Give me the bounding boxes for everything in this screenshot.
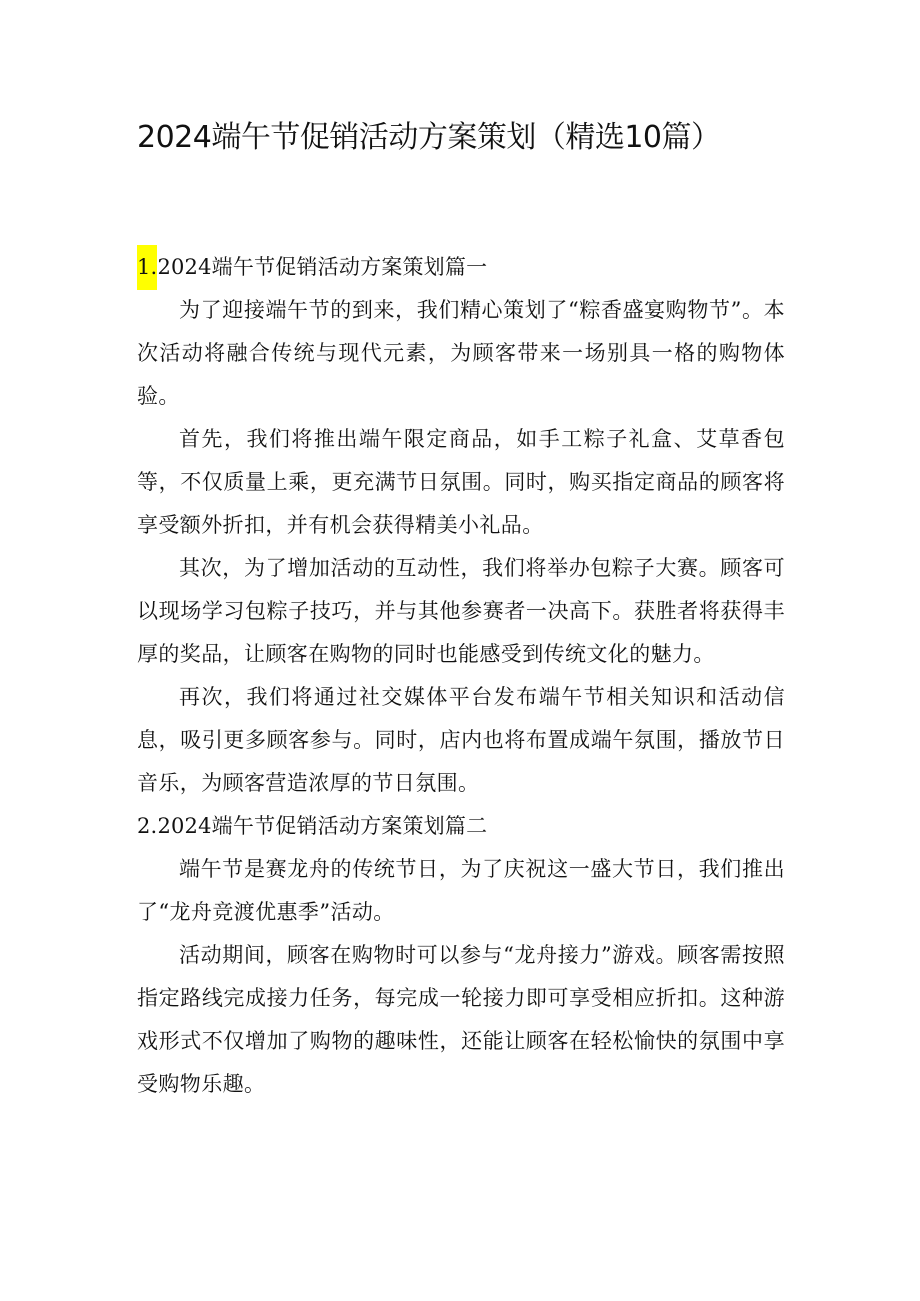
paragraph: 活动期间，顾客在购物时可以参与“龙舟接力”游戏。顾客需按照指定路线完成接力任务，每完成一轮接力即可享受相应折扣。这种游戏形式不仅增加了购物的趣味性，还能让顾客在轻松愉快的氛围中享受购物乐趣。: [137, 943, 785, 1096]
section-heading: [137, 246, 785, 289]
document-body: [137, 246, 785, 1106]
section-heading-text: 2024端午节促销活动方案策划篇二: [157, 814, 488, 838]
paragraph: 再次，我们将通过社交媒体平台发布端午节相关知识和活动信息，吸引更多顾客参与。同时，店内也将布置成端午氛围，播放节日音乐，为顾客营造浓厚的节日氛围。: [137, 685, 785, 795]
paragraph: 其次，为了增加活动的互动性，我们将举办包粽子大赛。顾客可以现场学习包粽子技巧，并与其他参赛者一决高下。获胜者将获得丰厚的奖品，让顾客在购物的同时也能感受到传统文化的魅力。: [137, 556, 785, 666]
section-1: [137, 246, 785, 805]
paragraph: 端午节是赛龙舟的传统节日，为了庆祝这一盛大节日，我们推出了“龙舟竞渡优惠季”活动。: [137, 857, 785, 924]
section-number-highlighted: 1.: [137, 245, 157, 290]
paragraph: 为了迎接端午节的到来，我们精心策划了“粽香盛宴购物节”。本次活动将融合传统与现代元素，为顾客带来一场别具一格的购物体验。: [137, 298, 785, 408]
document-title: 2024端午节促销活动方案策划（精选10篇）: [137, 120, 721, 155]
paragraph: 首先，我们将推出端午限定商品，如手工粽子礼盒、艾草香包等，不仅质量上乘，更充满节日氛围。同时，购买指定商品的顾客将享受额外折扣，并有机会获得精美小礼品。: [137, 427, 785, 537]
section-number: 2.: [137, 814, 158, 838]
section-heading: [137, 805, 785, 848]
section-heading-text: 2024端午节促销活动方案策划篇一: [157, 255, 488, 279]
section-2: [137, 805, 785, 1106]
